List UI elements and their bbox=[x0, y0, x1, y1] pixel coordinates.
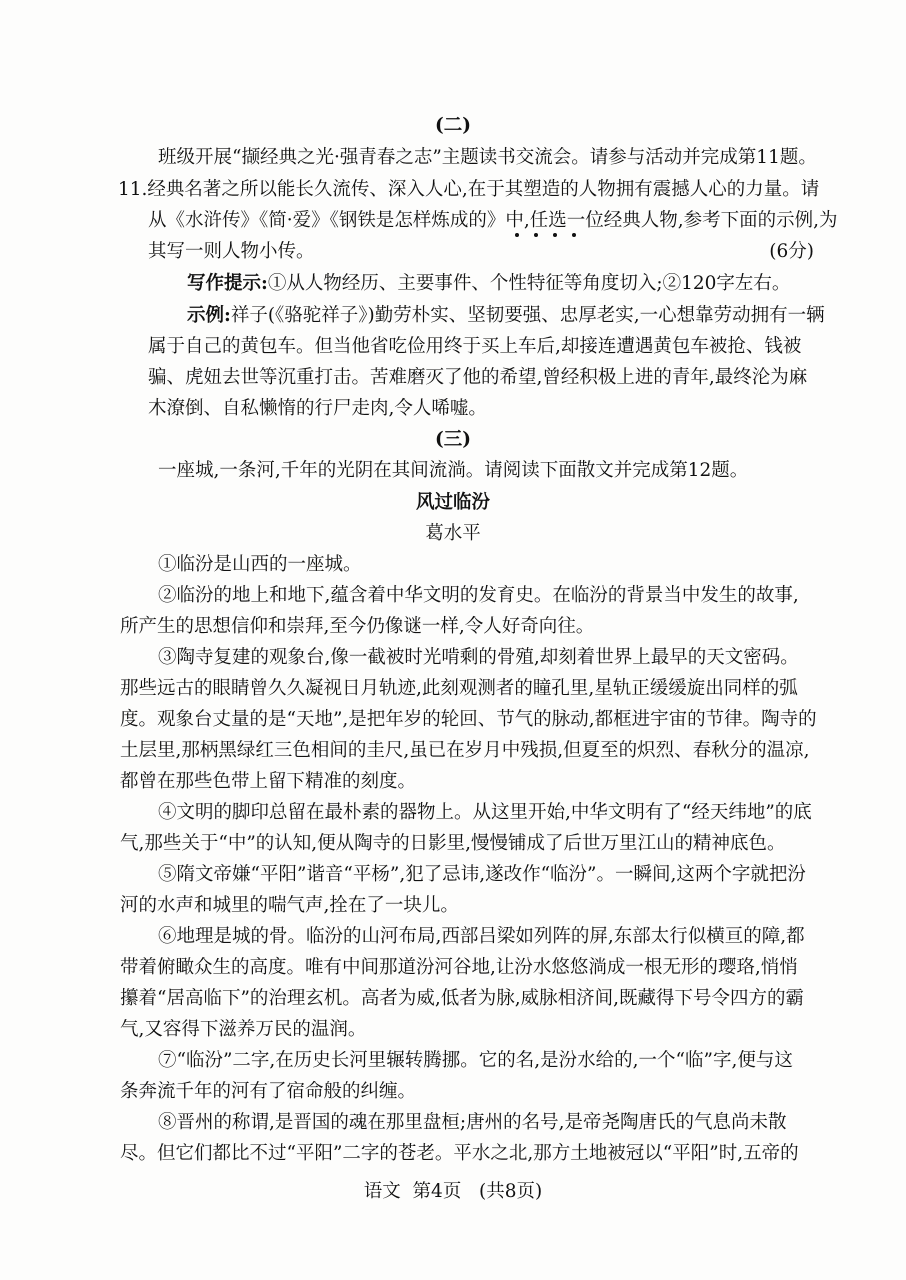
example-text-1: 祥子(《骆驼祥子》)勤劳朴实、坚韧要强、忠厚老实,一心想靠劳动拥有一辆 bbox=[230, 305, 825, 326]
article-line: ④文明的脚印总留在最朴素的器物上。从这里开始,中华文明有了“经天纬地”的底 bbox=[158, 802, 812, 823]
article-line: 条奔流千年的河有了宿命般的纠缠。 bbox=[120, 1081, 417, 1102]
article-line: 带着俯瞰众生的高度。唯有中间那道汾河谷地,让汾水悠悠淌成一根无形的璎珞,悄悄 bbox=[120, 957, 798, 978]
question-11-line-3: 其写一则人物小传。 bbox=[148, 241, 315, 262]
example-line-2: 属于自己的黄包车。但当他省吃俭用终于买上车后,却接连遭遇黄包车被抢、钱被 bbox=[148, 336, 802, 357]
article-line: 度。观象台丈量的是“天地”,是把年岁的轮回、节气的脉动,都框进宇宙的节律。陶寺的 bbox=[120, 709, 817, 730]
section-two-heading: (二) bbox=[434, 115, 471, 136]
article-line: 攥着“居高临下”的治理玄机。高者为威,低者为脉,威脉相济间,既藏得下号令四方的霸 bbox=[120, 988, 805, 1009]
article-line: 河的水声和城里的喘气声,拴在了一块儿。 bbox=[120, 895, 459, 916]
article-line: ③陶寺复建的观象台,像一截被时光啃剩的骨殖,却刻着世界上最早的天文密码。 bbox=[158, 647, 799, 668]
article-line: 气,那些关于“中”的认知,便从陶寺的日影里,慢慢铺成了后世万里江山的精神底色。 bbox=[120, 833, 786, 854]
article-line: ②临汾的地上和地下,蕴含着中华文明的发育史。在临汾的背景当中发生的故事, bbox=[158, 585, 799, 606]
example-line-4: 木潦倒、自私懒惰的行尸走肉,令人唏嘘。 bbox=[148, 398, 487, 419]
article-line: ⑦“临汾”二字,在历史长河里辗转腾挪。它的名,是汾水给的,一个“临”字,便与这 bbox=[158, 1050, 793, 1071]
emphasis-dot bbox=[553, 233, 557, 237]
question-11-line-1: 11.经典名著之所以能长久流传、深入人心,在于其塑造的人物拥有震撼人心的力量。请 bbox=[118, 179, 820, 200]
article-line: 尽。但它们都比不过“平阳”二字的苍老。平水之北,那方土地被冠以“平阳”时,五帝的 bbox=[120, 1143, 799, 1164]
question-11-line-2: 从《水浒传》《简·爱》《钢铁是怎样炼成的》中,任选一位经典人物,参考下面的示例,为 bbox=[148, 210, 838, 231]
emphasis-dot bbox=[515, 233, 519, 237]
article-line: 都曾在那些色带上留下精准的刻度。 bbox=[120, 771, 417, 792]
example-label: 示例: bbox=[187, 305, 231, 326]
example-line-3: 骗、虎妞去世等沉重打击。苦难磨灭了他的希望,曾经积极上进的青年,最终沦为麻 bbox=[148, 367, 808, 388]
article-line: ①临汾是山西的一座城。 bbox=[158, 554, 362, 575]
article-author: 葛水平 bbox=[425, 523, 481, 544]
article-line: ⑧晋州的称谓,是晋国的魂在那里盘桓;唐州的名号,是帝尧陶唐氏的气息尚未散 bbox=[158, 1112, 787, 1133]
article-line: 气,又容得下滋养万民的温润。 bbox=[120, 1019, 367, 1040]
writing-tips-label: 写作提示: bbox=[187, 273, 268, 294]
writing-tips-text: ①从人物经历、主要事件、个性特征等角度切入;②120字左右。 bbox=[267, 273, 791, 294]
article-line: ⑥地理是城的骨。临汾的山河布局,西部吕梁如列阵的屏,东部太行似横亘的障,都 bbox=[158, 926, 805, 947]
writing-tips bbox=[187, 272, 790, 296]
article-line: ⑤隋文帝嫌“平阳”谐音“平杨”,犯了忌讳,遂改作“临汾”。一瞬间,这两个字就把汾 bbox=[158, 864, 806, 885]
emphasis-dot bbox=[572, 233, 576, 237]
example-line-1 bbox=[187, 304, 825, 328]
article-line: 土层里,那柄黑绿红三色相间的圭尺,虽已在岁月中残损,但夏至的炽烈、春秋分的温凉, bbox=[120, 740, 810, 761]
section-three-intro: 一座城,一条河,千年的光阴在其间流淌。请阅读下面散文并完成第12题。 bbox=[158, 460, 749, 481]
article-line: 那些远古的眼睛曾久久凝视日月轨迹,此刻观测者的瞳孔里,星轨正缓缓旋出同样的弧 bbox=[120, 678, 798, 699]
article-line: 所产生的思想信仰和崇拜,至今仍像谜一样,令人好奇向往。 bbox=[120, 616, 595, 637]
page-footer: 语文 第4页 (共8页) bbox=[363, 1181, 543, 1202]
article-title: 风过临汾 bbox=[415, 492, 490, 513]
section-three-heading: (三) bbox=[434, 429, 471, 450]
emphasis-dot bbox=[534, 233, 538, 237]
question-11-score: (6分) bbox=[769, 241, 814, 262]
section-two-intro: 班级开展“撷经典之光·强青春之志”主题读书交流会。请参与活动并完成第11题。 bbox=[158, 147, 817, 168]
